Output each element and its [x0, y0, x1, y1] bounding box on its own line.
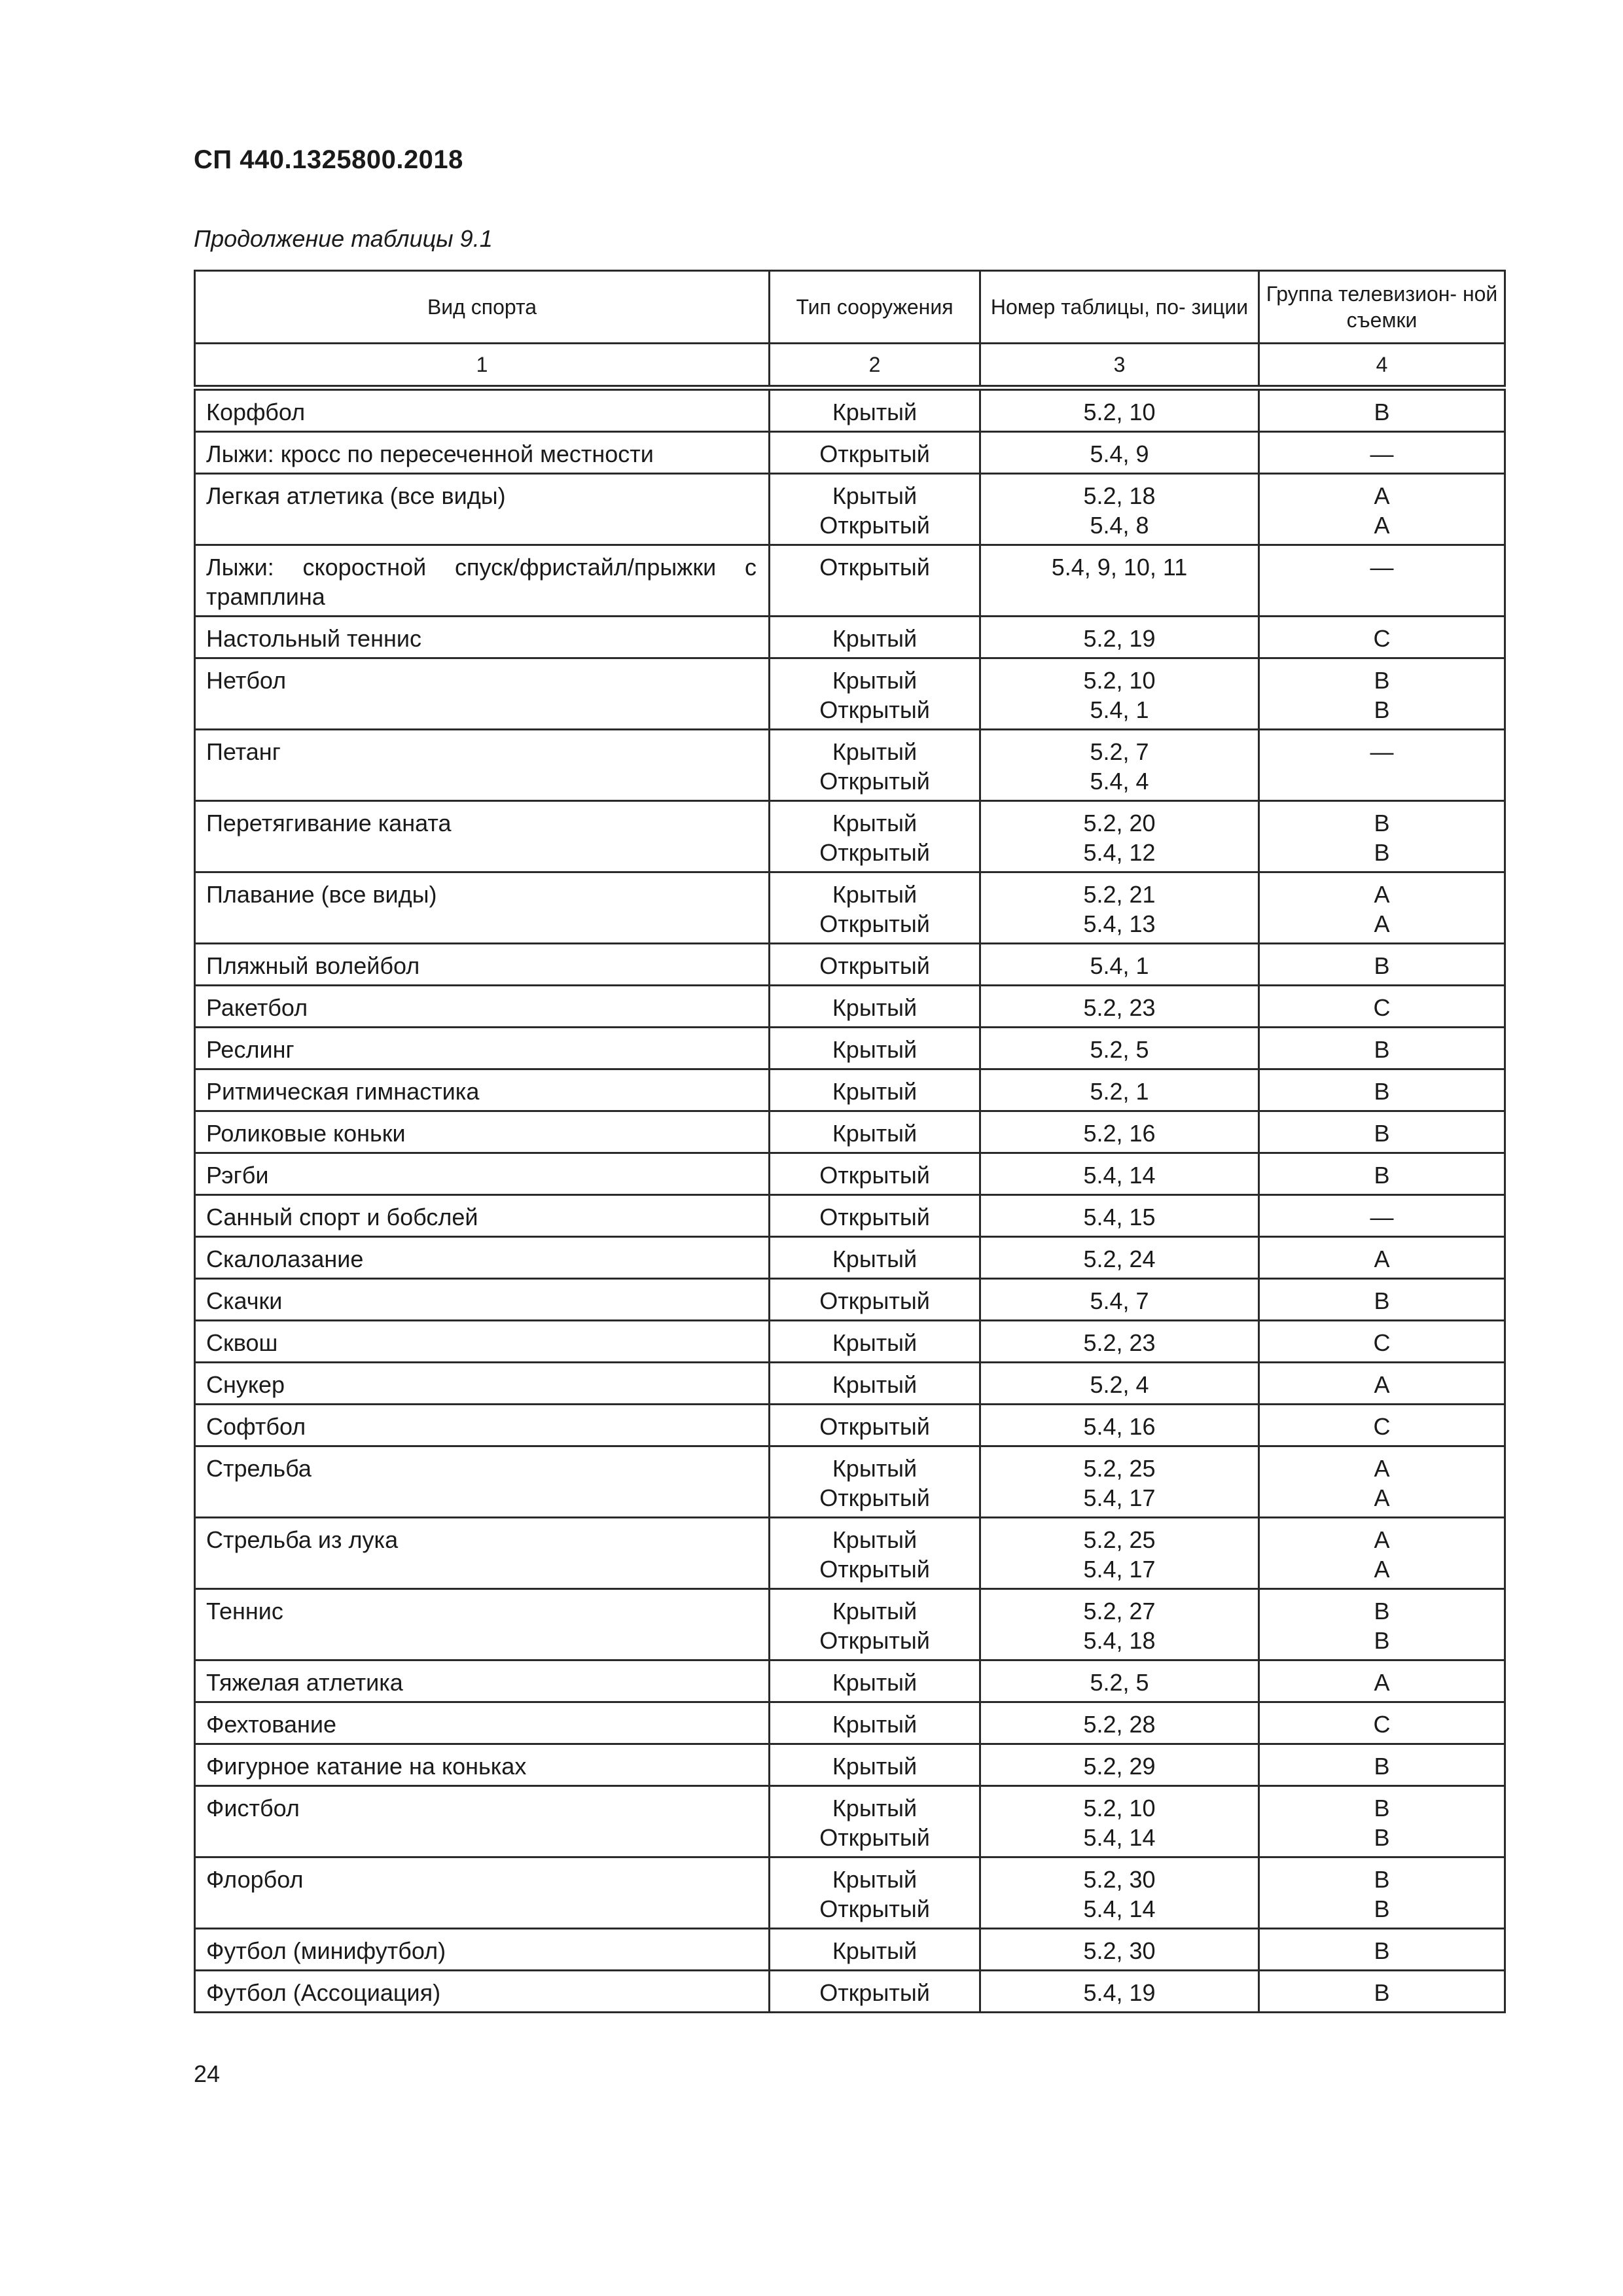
tv-group-cell-line: В	[1374, 667, 1390, 694]
table-position-cell	[980, 1744, 1259, 1786]
tv-group-cell-line: —	[1370, 738, 1394, 765]
facility-type-cell-line: Крытый	[832, 1526, 918, 1553]
table-position-cell-line: 5.4, 12	[1083, 839, 1156, 866]
table-position-cell	[980, 1405, 1259, 1446]
tv-group-cell	[1259, 1195, 1505, 1237]
tv-group-cell	[1259, 1279, 1505, 1321]
table-position-cell-line: 5.4, 14	[1083, 1824, 1156, 1851]
table-position-cell-line: 5.2, 10	[1083, 667, 1156, 694]
sport-name-cell: Лыжи: кросс по пересеченной местности	[195, 432, 770, 474]
facility-type-cell	[770, 730, 980, 801]
tv-group-cell	[1259, 1660, 1505, 1702]
sport-name-cell: Теннис	[195, 1589, 770, 1660]
facility-type-cell	[770, 1786, 980, 1857]
facility-type-cell-line: Крытый	[832, 1455, 918, 1482]
table-position-cell-line: 5.4, 13	[1083, 910, 1156, 937]
tv-group-cell-line: В	[1374, 1824, 1390, 1851]
tv-group-cell	[1259, 388, 1505, 432]
tv-group-cell-line: В	[1374, 1937, 1390, 1964]
facility-type-cell-line: Открытый	[819, 839, 930, 866]
table-position-cell-line: 5.2, 10	[1083, 399, 1156, 425]
tv-group-cell-line: В	[1374, 1598, 1390, 1624]
table-position-cell	[980, 1702, 1259, 1744]
tv-group-cell	[1259, 1405, 1505, 1446]
facility-type-cell-line: Открытый	[819, 696, 930, 723]
table-row	[195, 474, 1505, 545]
table-row	[195, 1589, 1505, 1660]
facility-type-cell	[770, 1153, 980, 1195]
table-row	[195, 1111, 1505, 1153]
facility-type-cell	[770, 545, 980, 617]
facility-type-cell-line: Открытый	[819, 910, 930, 937]
facility-type-cell	[770, 1744, 980, 1786]
facility-type-cell-line: Крытый	[832, 738, 918, 765]
tv-group-cell-line: В	[1374, 1162, 1390, 1189]
table-position-cell	[980, 1111, 1259, 1153]
sport-name-cell: Ритмическая гимнастика	[195, 1069, 770, 1111]
tv-group-cell-line: В	[1374, 1120, 1390, 1147]
table-position-cell-line: 5.4, 16	[1083, 1413, 1156, 1440]
table-position-cell-line: 5.4, 19	[1083, 1979, 1156, 2006]
facility-type-cell	[770, 986, 980, 1028]
tv-group-cell-line: А	[1374, 482, 1390, 509]
sport-name-cell: Плавание (все виды)	[195, 872, 770, 944]
facility-type-cell	[770, 474, 980, 545]
facility-type-cell-line: Открытый	[819, 1287, 930, 1314]
table-row	[195, 1195, 1505, 1237]
facility-type-cell-line: Открытый	[819, 952, 930, 979]
tv-group-cell	[1259, 1929, 1505, 1971]
facility-type-cell-line: Крытый	[832, 1711, 918, 1738]
table-row	[195, 1518, 1505, 1589]
table-position-cell-line: 5.2, 28	[1083, 1711, 1156, 1738]
column-header-facility-type: Тип сооружения	[770, 271, 980, 344]
facility-type-cell-line: Крытый	[832, 881, 918, 908]
sport-name-cell: Скачки	[195, 1279, 770, 1321]
facility-type-cell	[770, 1363, 980, 1405]
facility-type-cell-line: Открытый	[819, 512, 930, 539]
table-position-cell-line: 5.4, 4	[1090, 768, 1149, 795]
table-row	[195, 617, 1505, 658]
table-position-cell	[980, 1363, 1259, 1405]
tv-group-cell-line: В	[1374, 1753, 1390, 1780]
table-position-cell-line: 5.2, 16	[1083, 1120, 1156, 1147]
table-row	[195, 730, 1505, 801]
facility-type-cell	[770, 658, 980, 730]
sport-name-cell: Санный спорт и бобслей	[195, 1195, 770, 1237]
tv-group-cell-line: А	[1374, 1669, 1390, 1696]
table-position-cell	[980, 801, 1259, 872]
tv-group-cell-line: В	[1374, 1795, 1390, 1821]
table-position-cell-line: 5.2, 24	[1083, 1246, 1156, 1272]
tv-group-cell-line: С	[1373, 1711, 1391, 1738]
tv-group-cell	[1259, 944, 1505, 986]
tv-group-cell	[1259, 1446, 1505, 1518]
sport-name-cell: Корфбол	[195, 388, 770, 432]
tv-group-cell-line: В	[1374, 1895, 1390, 1922]
facility-type-cell	[770, 388, 980, 432]
sports-table	[194, 270, 1506, 2013]
facility-type-cell-line: Открытый	[819, 1162, 930, 1189]
table-position-cell-line: 5.2, 23	[1083, 994, 1156, 1021]
tv-group-cell	[1259, 617, 1505, 658]
tv-group-cell-line: А	[1374, 1484, 1390, 1511]
table-row	[195, 1363, 1505, 1405]
facility-type-cell-line: Открытый	[819, 1895, 930, 1922]
table-row	[195, 801, 1505, 872]
facility-type-cell-line: Крытый	[832, 1371, 918, 1398]
sport-name-cell: Футбол (Ассоциация)	[195, 1971, 770, 2013]
facility-type-cell	[770, 1321, 980, 1363]
table-row	[195, 986, 1505, 1028]
facility-type-cell	[770, 1279, 980, 1321]
table-row	[195, 1971, 1505, 2013]
tv-group-cell-line: А	[1374, 881, 1390, 908]
tv-group-cell-line: А	[1374, 1371, 1390, 1398]
tv-group-cell	[1259, 1237, 1505, 1279]
tv-group-cell	[1259, 1153, 1505, 1195]
sport-name-cell: Настольный теннис	[195, 617, 770, 658]
table-position-cell	[980, 1929, 1259, 1971]
tv-group-cell-line: А	[1374, 1526, 1390, 1553]
table-row	[195, 1702, 1505, 1744]
table-position-cell	[980, 1321, 1259, 1363]
table-position-cell-line: 5.2, 7	[1090, 738, 1149, 765]
table-position-cell	[980, 1518, 1259, 1589]
tv-group-cell	[1259, 1702, 1505, 1744]
table-position-cell	[980, 986, 1259, 1028]
table-position-cell	[980, 658, 1259, 730]
tv-group-cell	[1259, 801, 1505, 872]
tv-group-cell	[1259, 474, 1505, 545]
table-header	[195, 271, 1505, 388]
column-header-tv-group: Группа телевизион- ной съемки	[1259, 271, 1505, 344]
table-row	[195, 872, 1505, 944]
facility-type-cell	[770, 1405, 980, 1446]
table-position-cell-line: 5.4, 17	[1083, 1484, 1156, 1511]
column-number: 2	[770, 344, 980, 388]
document-code: СП 440.1325800.2018	[194, 145, 463, 174]
table-row	[195, 1744, 1505, 1786]
facility-type-cell-line: Крытый	[832, 667, 918, 694]
table-row	[195, 1405, 1505, 1446]
sport-name-cell: Фистбол	[195, 1786, 770, 1857]
facility-type-cell-line: Крытый	[832, 1866, 918, 1893]
column-number: 4	[1259, 344, 1505, 388]
tv-group-cell-line: В	[1374, 1036, 1390, 1063]
table-position-cell-line: 5.2, 30	[1083, 1937, 1156, 1964]
tv-group-cell	[1259, 730, 1505, 801]
sport-name-cell: Флорбол	[195, 1857, 770, 1929]
table-position-cell-line: 5.4, 17	[1083, 1556, 1156, 1583]
table-position-cell	[980, 944, 1259, 986]
facility-type-cell-line: Крытый	[832, 399, 918, 425]
table-position-cell-line: 5.2, 5	[1090, 1669, 1149, 1696]
facility-type-cell-line: Крытый	[832, 1669, 918, 1696]
sport-name-cell: Ракетбол	[195, 986, 770, 1028]
sport-name-cell: Фигурное катание на коньках	[195, 1744, 770, 1786]
table-container	[194, 270, 1504, 2013]
table-position-cell-line: 5.2, 25	[1083, 1455, 1156, 1482]
table-row	[195, 1321, 1505, 1363]
column-number: 1	[195, 344, 770, 388]
facility-type-cell	[770, 872, 980, 944]
facility-type-cell	[770, 617, 980, 658]
table-position-cell-line: 5.2, 30	[1083, 1866, 1156, 1893]
tv-group-cell	[1259, 1786, 1505, 1857]
sport-name-cell: Снукер	[195, 1363, 770, 1405]
facility-type-cell-line: Крытый	[832, 1120, 918, 1147]
page-number: 24	[194, 2060, 221, 2087]
table-row	[195, 1153, 1505, 1195]
tv-group-cell-line: В	[1374, 399, 1390, 425]
tv-group-cell	[1259, 1518, 1505, 1589]
sport-name-cell: Футбол (минифутбол)	[195, 1929, 770, 1971]
facility-type-cell-line: Открытый	[819, 1484, 930, 1511]
facility-type-cell-line: Открытый	[819, 1556, 930, 1583]
table-position-cell-line: 5.2, 27	[1083, 1598, 1156, 1624]
facility-type-cell	[770, 1195, 980, 1237]
tv-group-cell-line: А	[1374, 1556, 1390, 1583]
tv-group-cell	[1259, 1111, 1505, 1153]
sport-name-cell: Роликовые коньки	[195, 1111, 770, 1153]
tv-group-cell-line: В	[1374, 696, 1390, 723]
table-position-cell	[980, 1660, 1259, 1702]
facility-type-cell-line: Открытый	[819, 1824, 930, 1851]
facility-type-cell	[770, 801, 980, 872]
tv-group-cell-line: А	[1374, 512, 1390, 539]
tv-group-cell	[1259, 1744, 1505, 1786]
table-position-cell	[980, 617, 1259, 658]
sport-name-cell: Стрельба из лука	[195, 1518, 770, 1589]
table-row	[195, 1279, 1505, 1321]
sport-name-cell: Рэгби	[195, 1153, 770, 1195]
table-position-cell-line: 5.2, 4	[1090, 1371, 1149, 1398]
facility-type-cell-line: Крытый	[832, 482, 918, 509]
facility-type-cell-line: Крытый	[832, 1329, 918, 1356]
table-position-cell	[980, 1446, 1259, 1518]
table-position-cell-line: 5.2, 29	[1083, 1753, 1156, 1780]
table-position-cell-line: 5.4, 14	[1083, 1895, 1156, 1922]
facility-type-cell-line: Открытый	[819, 1413, 930, 1440]
table-position-cell-line: 5.4, 1	[1090, 952, 1149, 979]
table-position-cell	[980, 872, 1259, 944]
facility-type-cell	[770, 1028, 980, 1069]
table-position-cell	[980, 1237, 1259, 1279]
table-row	[195, 1028, 1505, 1069]
sport-name-cell: Фехтование	[195, 1702, 770, 1744]
tv-group-cell	[1259, 1971, 1505, 2013]
tv-group-cell	[1259, 1028, 1505, 1069]
table-position-cell-line: 5.2, 25	[1083, 1526, 1156, 1553]
table-position-cell	[980, 1279, 1259, 1321]
table-body	[195, 388, 1505, 2013]
table-position-cell	[980, 1589, 1259, 1660]
tv-group-cell-line: В	[1374, 1287, 1390, 1314]
tv-group-cell	[1259, 1589, 1505, 1660]
table-row	[195, 545, 1505, 617]
table-position-cell	[980, 545, 1259, 617]
facility-type-cell-line: Крытый	[832, 1036, 918, 1063]
tv-group-cell-line: А	[1374, 1246, 1390, 1272]
sport-name-cell: Легкая атлетика (все виды)	[195, 474, 770, 545]
facility-type-cell-line: Крытый	[832, 1246, 918, 1272]
table-position-cell	[980, 1028, 1259, 1069]
tv-group-cell	[1259, 1069, 1505, 1111]
table-position-cell-line: 5.4, 14	[1083, 1162, 1156, 1189]
tv-group-cell-line: В	[1374, 1866, 1390, 1893]
tv-group-cell	[1259, 986, 1505, 1028]
table-row	[195, 1786, 1505, 1857]
tv-group-cell	[1259, 432, 1505, 474]
table-position-cell-line: 5.2, 5	[1090, 1036, 1149, 1063]
facility-type-cell	[770, 1971, 980, 2013]
tv-group-cell-line: С	[1373, 1413, 1391, 1440]
table-position-cell-line: 5.2, 23	[1083, 1329, 1156, 1356]
facility-type-cell	[770, 1518, 980, 1589]
facility-type-cell	[770, 432, 980, 474]
table-position-cell	[980, 1857, 1259, 1929]
facility-type-cell-line: Открытый	[819, 440, 930, 467]
facility-type-cell-line: Открытый	[819, 1979, 930, 2006]
facility-type-cell	[770, 1111, 980, 1153]
table-position-cell-line: 5.2, 1	[1090, 1078, 1149, 1105]
tv-group-cell-line: В	[1374, 810, 1390, 836]
tv-group-cell-line: —	[1370, 440, 1394, 467]
sport-name-cell: Реслинг	[195, 1028, 770, 1069]
tv-group-cell	[1259, 1857, 1505, 1929]
sport-name-cell: Тяжелая атлетика	[195, 1660, 770, 1702]
tv-group-cell-line: —	[1370, 1204, 1394, 1230]
table-position-cell-line: 5.2, 10	[1083, 1795, 1156, 1821]
facility-type-cell-line: Крытый	[832, 994, 918, 1021]
sport-name-cell: Сквош	[195, 1321, 770, 1363]
tv-group-cell-line: В	[1374, 839, 1390, 866]
table-position-cell	[980, 1971, 1259, 2013]
facility-type-cell-line: Крытый	[832, 1753, 918, 1780]
facility-type-cell	[770, 1660, 980, 1702]
table-position-cell-line: 5.2, 20	[1083, 810, 1156, 836]
table-row	[195, 1660, 1505, 1702]
facility-type-cell-line: Крытый	[832, 625, 918, 652]
facility-type-cell	[770, 1069, 980, 1111]
table-row	[195, 1237, 1505, 1279]
table-position-cell	[980, 1195, 1259, 1237]
table-position-cell	[980, 388, 1259, 432]
facility-type-cell-line: Крытый	[832, 1598, 918, 1624]
sport-name-cell: Скалолазание	[195, 1237, 770, 1279]
facility-type-cell-line: Крытый	[832, 1795, 918, 1821]
table-caption: Продолжение таблицы 9.1	[194, 225, 493, 252]
sport-name-cell: Лыжи: скоростной спуск/фристайл/прыжки с трамплина	[195, 545, 770, 617]
tv-group-cell-line: А	[1374, 910, 1390, 937]
table-row	[195, 432, 1505, 474]
tv-group-cell-line: В	[1374, 952, 1390, 979]
table-position-cell-line: 5.4, 15	[1083, 1204, 1156, 1230]
facility-type-cell	[770, 1929, 980, 1971]
table-position-cell	[980, 1786, 1259, 1857]
table-position-cell-line: 5.4, 9, 10, 11	[1051, 554, 1188, 581]
tv-group-cell	[1259, 545, 1505, 617]
facility-type-cell-line: Открытый	[819, 768, 930, 795]
facility-type-cell-line: Открытый	[819, 1204, 930, 1230]
sport-name-cell: Стрельба	[195, 1446, 770, 1518]
facility-type-cell-line: Крытый	[832, 1937, 918, 1964]
sport-name-cell: Перетягивание каната	[195, 801, 770, 872]
tv-group-cell	[1259, 1321, 1505, 1363]
column-header-table-position: Номер таблицы, по- зиции	[980, 271, 1259, 344]
sport-name-cell: Пляжный волейбол	[195, 944, 770, 986]
facility-type-cell	[770, 1702, 980, 1744]
facility-type-cell-line: Открытый	[819, 554, 930, 581]
column-numbers-row	[195, 344, 1505, 388]
table-position-cell	[980, 432, 1259, 474]
table-row	[195, 1929, 1505, 1971]
table-row	[195, 1446, 1505, 1518]
column-titles-row	[195, 271, 1505, 344]
tv-group-cell	[1259, 658, 1505, 730]
facility-type-cell	[770, 1446, 980, 1518]
table-row	[195, 1069, 1505, 1111]
table-position-cell-line: 5.4, 9	[1090, 440, 1149, 467]
table-position-cell	[980, 730, 1259, 801]
table-position-cell-line: 5.4, 1	[1090, 696, 1149, 723]
table-row	[195, 944, 1505, 986]
table-position-cell-line: 5.4, 8	[1090, 512, 1149, 539]
column-header-sport: Вид спорта	[195, 271, 770, 344]
column-number: 3	[980, 344, 1259, 388]
table-position-cell-line: 5.4, 18	[1083, 1627, 1156, 1654]
facility-type-cell-line: Открытый	[819, 1627, 930, 1654]
tv-group-cell	[1259, 1363, 1505, 1405]
tv-group-cell-line: С	[1373, 1329, 1391, 1356]
table-position-cell-line: 5.2, 18	[1083, 482, 1156, 509]
tv-group-cell-line: С	[1373, 625, 1391, 652]
tv-group-cell-line: В	[1374, 1627, 1390, 1654]
table-position-cell-line: 5.4, 7	[1090, 1287, 1149, 1314]
sport-name-cell: Софтбол	[195, 1405, 770, 1446]
table-row	[195, 1857, 1505, 1929]
tv-group-cell	[1259, 872, 1505, 944]
facility-type-cell	[770, 944, 980, 986]
table-position-cell	[980, 1153, 1259, 1195]
facility-type-cell	[770, 1589, 980, 1660]
facility-type-cell-line: Крытый	[832, 810, 918, 836]
table-position-cell-line: 5.2, 21	[1083, 881, 1156, 908]
tv-group-cell-line: —	[1370, 554, 1394, 581]
table-position-cell	[980, 1069, 1259, 1111]
sport-name-cell: Нетбол	[195, 658, 770, 730]
sport-name-cell: Петанг	[195, 730, 770, 801]
tv-group-cell-line: В	[1374, 1078, 1390, 1105]
table-row	[195, 658, 1505, 730]
facility-type-cell	[770, 1857, 980, 1929]
table-position-cell	[980, 474, 1259, 545]
tv-group-cell-line: А	[1374, 1455, 1390, 1482]
tv-group-cell-line: В	[1374, 1979, 1390, 2006]
facility-type-cell	[770, 1237, 980, 1279]
facility-type-cell-line: Крытый	[832, 1078, 918, 1105]
tv-group-cell-line: С	[1373, 994, 1391, 1021]
table-row	[195, 388, 1505, 432]
table-position-cell-line: 5.2, 19	[1083, 625, 1156, 652]
